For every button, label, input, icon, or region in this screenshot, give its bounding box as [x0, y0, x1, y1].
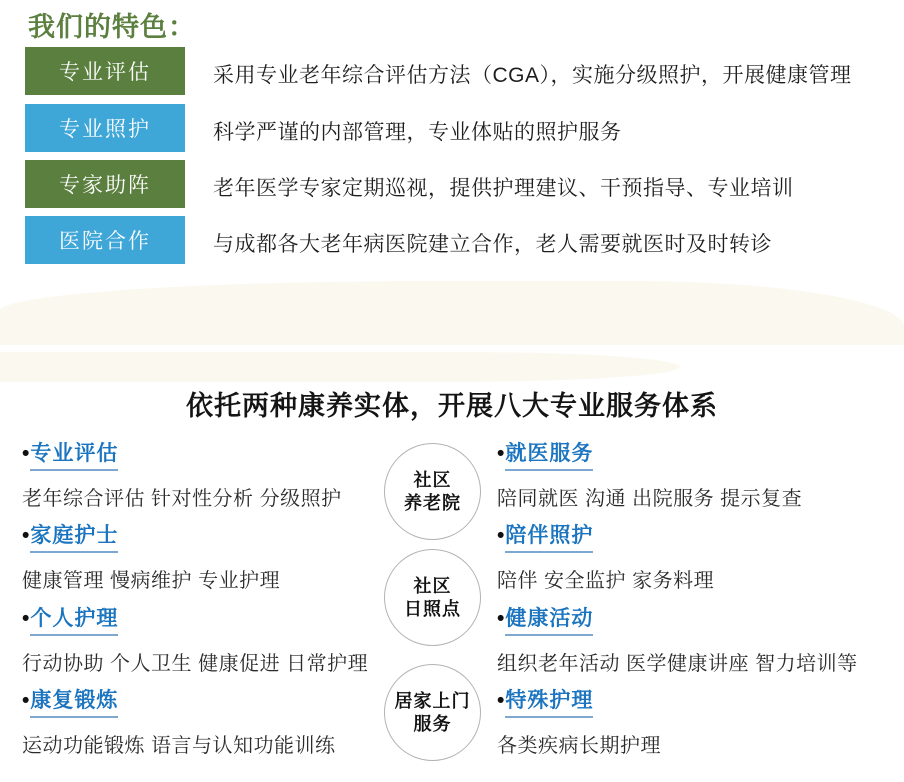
service-item-assessment — [22, 441, 392, 511]
feature-desc-assessment: 采用专业老年综合评估方法（CGA），实施分级照护，开展健康管理 — [213, 64, 852, 87]
bullet-icon: • — [22, 607, 30, 630]
services-section-title: 依托两种康养实体，开展八大专业服务体系 — [186, 391, 718, 421]
service-link-health-activities[interactable]: 健康活动 — [505, 606, 593, 636]
background-wave-upper — [0, 281, 904, 345]
bullet-icon: • — [497, 524, 505, 547]
feature-desc-hospital: 与成都各大老年病医院建立合作，老人需要就医时及时转诊 — [213, 233, 772, 256]
service-desc-special-nursing: 各类疾病长期护理 — [497, 735, 661, 757]
service-item-rehab — [22, 688, 392, 758]
bullet-icon: • — [22, 689, 30, 712]
service-item-health-activities — [497, 606, 867, 676]
features-section-title: 我们的特色： — [28, 12, 196, 42]
service-link-rehab[interactable]: 康复锻炼 — [30, 688, 118, 718]
entity-circle-community-nursing-home — [384, 443, 481, 540]
circle-label-line1: 居家上门 — [394, 690, 471, 711]
service-link-special-nursing[interactable]: 特殊护理 — [505, 688, 593, 718]
bullet-icon: • — [497, 442, 505, 465]
circle-label-line2: 服务 — [413, 713, 452, 734]
service-item-special-nursing — [497, 688, 867, 758]
service-desc-medical-escort: 陪同就医 沟通 出院服务 提示复查 — [497, 488, 803, 510]
feature-label-care: 专业照护 — [25, 104, 185, 152]
service-desc-companion-care: 陪伴 安全监护 家务料理 — [497, 570, 715, 592]
feature-label-hospital: 医院合作 — [25, 216, 185, 264]
circle-label-line1: 社区 — [413, 575, 452, 596]
bullet-icon: • — [497, 607, 505, 630]
bullet-icon: • — [22, 442, 30, 465]
feature-label-assessment: 专业评估 — [25, 47, 185, 95]
service-item-companion-care — [497, 523, 867, 593]
service-desc-health-activities: 组织老年活动 医学健康讲座 智力培训等 — [497, 653, 858, 675]
service-link-personal-care[interactable]: 个人护理 — [30, 606, 118, 636]
bullet-icon: • — [497, 689, 505, 712]
circle-label-line1: 社区 — [413, 469, 452, 490]
service-desc-rehab: 运动功能锻炼 语言与认知功能训练 — [22, 735, 336, 757]
entity-circle-community-daycare — [384, 549, 481, 646]
entity-circle-home-visit — [384, 664, 481, 761]
service-link-companion-care[interactable]: 陪伴照护 — [505, 523, 593, 553]
circle-label-line2: 养老院 — [404, 492, 461, 513]
service-link-family-nurse[interactable]: 家庭护士 — [30, 523, 118, 553]
service-item-medical-escort — [497, 441, 867, 511]
background-wave-lower — [0, 352, 680, 382]
service-item-personal-care — [22, 606, 392, 676]
feature-label-experts: 专家助阵 — [25, 160, 185, 208]
bullet-icon: • — [22, 524, 30, 547]
circle-label-line2: 日照点 — [404, 598, 461, 619]
service-link-medical-escort[interactable]: 就医服务 — [505, 441, 593, 471]
service-desc-assessment: 老年综合评估 针对性分析 分级照护 — [22, 488, 342, 510]
service-desc-family-nurse: 健康管理 慢病维护 专业护理 — [22, 570, 281, 592]
feature-desc-experts: 老年医学专家定期巡视，提供护理建议、干预指导、专业培训 — [213, 177, 794, 200]
feature-desc-care: 科学严谨的内部管理，专业体贴的照护服务 — [213, 121, 622, 144]
service-item-family-nurse — [22, 523, 392, 593]
service-link-assessment[interactable]: 专业评估 — [30, 441, 118, 471]
service-desc-personal-care: 行动协助 个人卫生 健康促进 日常护理 — [22, 653, 369, 675]
